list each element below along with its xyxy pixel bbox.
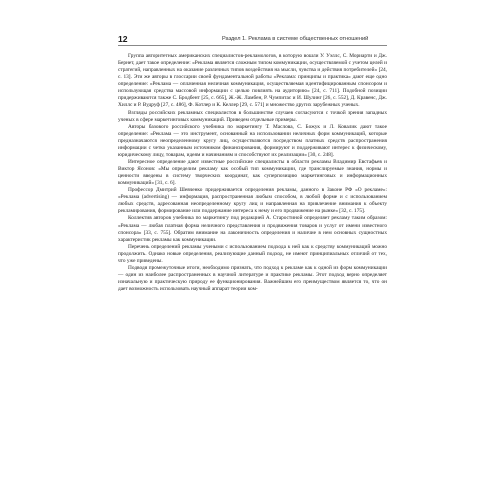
running-head: Раздел 1. Реклама в системе общественных отношений bbox=[222, 36, 369, 42]
page-header bbox=[118, 34, 387, 46]
paragraph: Профессор Дмитрий Шевченко придерживается определения рекламы, данного в Законе РФ «О рекламе»: «Реклама (advertising) — информация, распространенная любым способом, в любой форме и с использованием любых средств, адресованная неопределенному кругу лиц и направленная на привлечение внимания к объекту рекламирования, формирование или поддержание интереса к нему и его продвижение на рынке» [32, с. 175]. bbox=[118, 187, 387, 215]
paragraph: Группа авторитетных американских специалистов-рекламологов, в которую вошли У. Уэллс, С. Мориарти и Дж. Бернет, дает такое определение: «Реклама является сложным типом коммуникации, осуществляемой с учетом целей и стратегий, направленных на оказание различных типов воздействия на мысли, чувства и действия потребителей» [24, с. 13]. Эти же авторы в глоссарии своей фундаментальной работы «Реклама: принципы и практика» дают еще одно определение: «Реклама — оплаченная неличная коммуникация, осуществляемая идентифицированным спонсором и использующая средства массовой информации с целью повлиять на аудиторию» [24, с. 711]. Подобной позиции придерживаются также С. Бродбент [25, с. 665], Ж.-Ж. Ламбен, Р. Чумпитас и И. Шулинг [26, с. 552], Д. Кравенс, Дж. Хиллс и Р. Вудруф [27, с. 486], Ф. Котлер и К. Келлер [29, с. 571] и множество других зарубежных ученых. bbox=[118, 53, 387, 109]
paragraph: Коллектив авторов учебника по маркетингу под редакцией А. Старостиной определяет рекламу таким образом: «Реклама — любая платная форма неличного представления и продвижения товаров и услуг от имени известного спонсора» [33, с. 755]. Обратим внимание на лаконичность определения и наличие в нем основных сущностных характеристик рекламы как коммуникации. bbox=[118, 215, 387, 243]
page-number: 12 bbox=[118, 34, 128, 44]
paragraph: Авторы базового российского учебника по маркетингу Т. Маслова, С. Божук и Л. Ковалик дают такое определение: «Реклама — это инструмент, основанный на использовании неличных форм коммуникаций, которые предназначаются неопределенному кругу лиц, осуществляются посредством платных средств распространения информации с четко указанным источником финансирования, формируют и поддерживают интерес к физическому, юридическому лицу, товарам, идеям и начинаниям и способствуют их реализации» [30, с. 248]. bbox=[118, 123, 387, 158]
paragraph: Интересное определение дают известные российские специалисты в области рекламы Владимир Евстафьев и Виктор Ясонов: «Мы определим рекламу как особый тип коммуникации, где транслируемые знания, нормы и ценности введены в систему творческих координат, как суперпозицию маркетинговых и информационных коммуникаций» [31, с. 6]. bbox=[118, 158, 387, 187]
body-text bbox=[118, 53, 387, 293]
paragraph: Подводя промежуточные итоги, необходимо признать, что подход к рекламе как к одной из форм коммуникации — один из наиболее распространенных в научной литературе и практике рекламы. Этот подход верно определяет изначальную и практическую природу ее функционирования. Важнейшим его преимуществом является то, что он дает возможность использовать научный аппарат теории ком- bbox=[118, 264, 387, 293]
paragraph: Перечень определений рекламы учеными с использованием подхода к ней как к средству коммуникаций можно продолжить. Однако новые определения, реализующие данный подход, не имеют принципиальных отличий от тех, что уже приведены. bbox=[118, 243, 387, 264]
paragraph: Взгляды российских рекламных специалистов в большинстве случаев согласуются с точкой зрения западных ученых в сфере маркетинговых коммуникаций. Приведем отдельные примеры. bbox=[118, 109, 387, 123]
